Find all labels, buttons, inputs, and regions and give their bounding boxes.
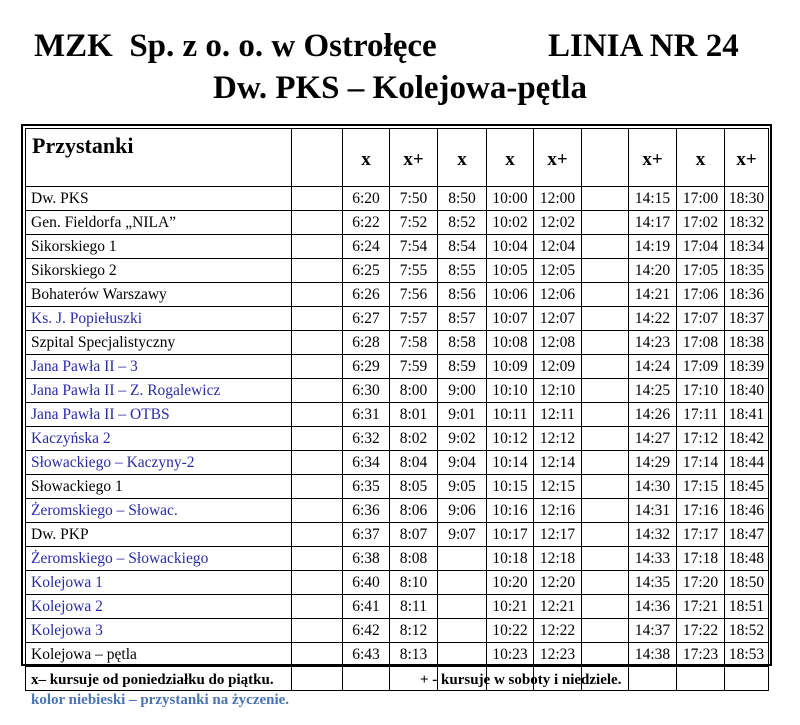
departure-time: 10:18 bbox=[487, 547, 534, 571]
departure-time: 14:29 bbox=[629, 451, 677, 475]
stop-name: Słowackiego – Kaczyny-2 bbox=[26, 451, 292, 475]
departure-time: 14:36 bbox=[629, 595, 677, 619]
departure-time bbox=[582, 307, 629, 331]
departure-time: 10:15 bbox=[487, 475, 534, 499]
departure-time: 10:23 bbox=[487, 643, 534, 667]
column-header: x+ bbox=[534, 129, 582, 187]
departure-time bbox=[438, 643, 487, 667]
departure-time: 17:15 bbox=[677, 475, 725, 499]
stop-name: Żeromskiego – Słowac. bbox=[26, 499, 292, 523]
departure-time bbox=[292, 235, 343, 259]
departure-time: 7:55 bbox=[390, 259, 438, 283]
departure-time bbox=[292, 523, 343, 547]
column-header bbox=[582, 129, 629, 187]
departure-time: 8:55 bbox=[438, 259, 487, 283]
stop-name: Sikorskiego 2 bbox=[26, 259, 292, 283]
departure-time: 17:22 bbox=[677, 619, 725, 643]
departure-time: 8:02 bbox=[390, 427, 438, 451]
table-row bbox=[26, 523, 769, 547]
stops-header: Przystanki bbox=[26, 129, 292, 187]
departure-time bbox=[582, 571, 629, 595]
departure-time: 12:08 bbox=[534, 331, 582, 355]
departure-time: 10:21 bbox=[487, 595, 534, 619]
departure-time: 17:23 bbox=[677, 643, 725, 667]
departure-time: 6:29 bbox=[343, 355, 390, 379]
note-weekdays: x– kursuje od poniedziałku do piątku. bbox=[31, 672, 274, 688]
table-row bbox=[26, 571, 769, 595]
departure-time: 17:05 bbox=[677, 259, 725, 283]
title-line-1 bbox=[0, 26, 800, 66]
departure-time bbox=[582, 283, 629, 307]
departure-time: 14:24 bbox=[629, 355, 677, 379]
note-request-stops: kolor niebieski – przystanki na życzenie. bbox=[31, 692, 290, 708]
departure-time bbox=[292, 259, 343, 283]
column-header: x bbox=[677, 129, 725, 187]
stop-name: Ks. J. Popiełuszki bbox=[26, 307, 292, 331]
departure-time bbox=[292, 427, 343, 451]
departure-time bbox=[292, 619, 343, 643]
table-row bbox=[26, 187, 769, 211]
stop-name: Kolejowa – pętla bbox=[26, 643, 292, 667]
departure-time bbox=[292, 667, 343, 691]
departure-time bbox=[292, 187, 343, 211]
departure-time: 6:40 bbox=[343, 571, 390, 595]
departure-time bbox=[292, 547, 343, 571]
departure-time bbox=[292, 499, 343, 523]
departure-time: 12:18 bbox=[534, 547, 582, 571]
departure-time: 17:04 bbox=[677, 235, 725, 259]
departure-time: 6:43 bbox=[343, 643, 390, 667]
departure-time: 17:02 bbox=[677, 211, 725, 235]
departure-time bbox=[292, 451, 343, 475]
departure-time: 6:24 bbox=[343, 235, 390, 259]
departure-time bbox=[582, 355, 629, 379]
departure-time: 17:14 bbox=[677, 451, 725, 475]
departure-time: 9:02 bbox=[438, 427, 487, 451]
departure-time: 14:19 bbox=[629, 235, 677, 259]
departure-time bbox=[582, 451, 629, 475]
departure-time: 17:18 bbox=[677, 547, 725, 571]
company-name: MZK Sp. z o. o. w Ostrołęce bbox=[34, 28, 437, 64]
table-row bbox=[26, 475, 769, 499]
table-row bbox=[26, 451, 769, 475]
departure-time: 6:30 bbox=[343, 379, 390, 403]
departure-time bbox=[438, 595, 487, 619]
departure-time: 12:06 bbox=[534, 283, 582, 307]
departure-time: 6:31 bbox=[343, 403, 390, 427]
departure-time: 17:20 bbox=[677, 571, 725, 595]
departure-time: 14:25 bbox=[629, 379, 677, 403]
departure-time: 8:54 bbox=[438, 235, 487, 259]
departure-time: 18:36 bbox=[725, 283, 769, 307]
departure-time: 10:09 bbox=[487, 355, 534, 379]
departure-time: 18:52 bbox=[725, 619, 769, 643]
departure-time: 18:41 bbox=[725, 403, 769, 427]
departure-time bbox=[292, 379, 343, 403]
header-row bbox=[26, 129, 769, 187]
departure-time: 14:21 bbox=[629, 283, 677, 307]
column-header: x bbox=[487, 129, 534, 187]
departure-time bbox=[292, 307, 343, 331]
departure-time: 18:38 bbox=[725, 331, 769, 355]
stop-name: Sikorskiego 1 bbox=[26, 235, 292, 259]
departure-time bbox=[582, 643, 629, 667]
departure-time bbox=[292, 355, 343, 379]
stop-name: Żeromskiego – Słowackiego bbox=[26, 547, 292, 571]
table-row bbox=[26, 379, 769, 403]
departure-time: 10:20 bbox=[487, 571, 534, 595]
title-line-2 bbox=[0, 68, 800, 108]
departure-time: 6:28 bbox=[343, 331, 390, 355]
departure-time: 8:00 bbox=[390, 379, 438, 403]
departure-time: 18:34 bbox=[725, 235, 769, 259]
stop-name: Jana Pawła II – Z. Rogalewicz bbox=[26, 379, 292, 403]
departure-time: 14:26 bbox=[629, 403, 677, 427]
departure-time: 8:07 bbox=[390, 523, 438, 547]
departure-time: 9:05 bbox=[438, 475, 487, 499]
departure-time bbox=[629, 667, 677, 691]
departure-time bbox=[582, 499, 629, 523]
departure-time bbox=[582, 187, 629, 211]
departure-time: 7:54 bbox=[390, 235, 438, 259]
departure-time: 9:06 bbox=[438, 499, 487, 523]
departure-time: 10:10 bbox=[487, 379, 534, 403]
departure-time: 6:36 bbox=[343, 499, 390, 523]
departure-time: 10:16 bbox=[487, 499, 534, 523]
departure-time: 7:57 bbox=[390, 307, 438, 331]
departure-time: 10:00 bbox=[487, 187, 534, 211]
table-row bbox=[26, 643, 769, 667]
stop-name: Dw. PKP bbox=[26, 523, 292, 547]
departure-time: 17:09 bbox=[677, 355, 725, 379]
stop-name: Kolejowa 3 bbox=[26, 619, 292, 643]
departure-time bbox=[677, 667, 725, 691]
departure-time: 12:02 bbox=[534, 211, 582, 235]
departure-time: 12:05 bbox=[534, 259, 582, 283]
departure-time bbox=[292, 211, 343, 235]
departure-time: 12:10 bbox=[534, 379, 582, 403]
departure-time bbox=[292, 595, 343, 619]
column-header: x+ bbox=[725, 129, 769, 187]
departure-time: 6:20 bbox=[343, 187, 390, 211]
departure-time: 18:51 bbox=[725, 595, 769, 619]
departure-time: 6:34 bbox=[343, 451, 390, 475]
departure-time: 6:42 bbox=[343, 619, 390, 643]
departure-time: 7:56 bbox=[390, 283, 438, 307]
stop-name: Jana Pawła II – OTBS bbox=[26, 403, 292, 427]
departure-time: 12:09 bbox=[534, 355, 582, 379]
departure-time: 12:04 bbox=[534, 235, 582, 259]
departure-time bbox=[582, 331, 629, 355]
departure-time: 6:22 bbox=[343, 211, 390, 235]
departure-time: 8:56 bbox=[438, 283, 487, 307]
departure-time: 8:11 bbox=[390, 595, 438, 619]
departure-time: 14:27 bbox=[629, 427, 677, 451]
departure-time: 14:23 bbox=[629, 331, 677, 355]
departure-time: 8:52 bbox=[438, 211, 487, 235]
stop-name: Bohaterów Warszawy bbox=[26, 283, 292, 307]
table-row bbox=[26, 307, 769, 331]
departure-time: 8:59 bbox=[438, 355, 487, 379]
departure-time: 12:11 bbox=[534, 403, 582, 427]
departure-time bbox=[582, 619, 629, 643]
column-header: x+ bbox=[390, 129, 438, 187]
departure-time: 6:27 bbox=[343, 307, 390, 331]
table-row bbox=[26, 547, 769, 571]
departure-time bbox=[292, 403, 343, 427]
timetable-body bbox=[26, 187, 769, 691]
departure-time: 7:52 bbox=[390, 211, 438, 235]
table-row bbox=[26, 355, 769, 379]
departure-time: 14:38 bbox=[629, 643, 677, 667]
stop-name: Kolejowa 2 bbox=[26, 595, 292, 619]
departure-time bbox=[582, 523, 629, 547]
departure-time: 8:01 bbox=[390, 403, 438, 427]
departure-time: 18:53 bbox=[725, 643, 769, 667]
table-row bbox=[26, 283, 769, 307]
departure-time: 8:04 bbox=[390, 451, 438, 475]
departure-time: 18:50 bbox=[725, 571, 769, 595]
departure-time: 7:50 bbox=[390, 187, 438, 211]
departure-time: 14:33 bbox=[629, 547, 677, 571]
departure-time: 18:30 bbox=[725, 187, 769, 211]
departure-time bbox=[582, 595, 629, 619]
departure-time: 12:12 bbox=[534, 427, 582, 451]
departure-time: 12:22 bbox=[534, 619, 582, 643]
column-header: x bbox=[343, 129, 390, 187]
departure-time: 10:02 bbox=[487, 211, 534, 235]
departure-time: 18:42 bbox=[725, 427, 769, 451]
departure-time bbox=[292, 331, 343, 355]
table-row bbox=[26, 211, 769, 235]
departure-time bbox=[582, 259, 629, 283]
table-row bbox=[26, 499, 769, 523]
departure-time bbox=[582, 427, 629, 451]
departure-time bbox=[582, 379, 629, 403]
departure-time bbox=[292, 571, 343, 595]
departure-time: 12:14 bbox=[534, 451, 582, 475]
departure-time: 6:37 bbox=[343, 523, 390, 547]
column-header: x bbox=[438, 129, 487, 187]
departure-time: 8:05 bbox=[390, 475, 438, 499]
note-weekend: + - kursuje w soboty i niedziele. bbox=[420, 672, 622, 688]
departure-time bbox=[438, 619, 487, 643]
stop-name: Kaczyńska 2 bbox=[26, 427, 292, 451]
table-row bbox=[26, 403, 769, 427]
departure-time: 14:30 bbox=[629, 475, 677, 499]
timetable bbox=[25, 128, 769, 691]
departure-time: 17:10 bbox=[677, 379, 725, 403]
stop-name: Kolejowa 1 bbox=[26, 571, 292, 595]
departure-time: 18:45 bbox=[725, 475, 769, 499]
departure-time: 6:41 bbox=[343, 595, 390, 619]
stop-name: Jana Pawła II – 3 bbox=[26, 355, 292, 379]
departure-time: 18:44 bbox=[725, 451, 769, 475]
departure-time: 10:22 bbox=[487, 619, 534, 643]
departure-time: 12:21 bbox=[534, 595, 582, 619]
column-header bbox=[292, 129, 343, 187]
departure-time: 14:35 bbox=[629, 571, 677, 595]
departure-time bbox=[582, 403, 629, 427]
departure-time: 10:11 bbox=[487, 403, 534, 427]
departure-time: 18:35 bbox=[725, 259, 769, 283]
departure-time: 14:32 bbox=[629, 523, 677, 547]
departure-time: 18:37 bbox=[725, 307, 769, 331]
departure-time: 8:57 bbox=[438, 307, 487, 331]
departure-time: 7:59 bbox=[390, 355, 438, 379]
table-row bbox=[26, 331, 769, 355]
table-row bbox=[26, 259, 769, 283]
departure-time bbox=[292, 475, 343, 499]
departure-time: 9:01 bbox=[438, 403, 487, 427]
departure-time: 14:15 bbox=[629, 187, 677, 211]
departure-time: 6:35 bbox=[343, 475, 390, 499]
departure-time: 9:07 bbox=[438, 523, 487, 547]
route-name: Dw. PKS – Kolejowa-pętla bbox=[213, 70, 587, 106]
departure-time: 17:21 bbox=[677, 595, 725, 619]
line-number: LINIA NR 24 bbox=[548, 28, 739, 64]
stop-name: Szpital Specjalistyczny bbox=[26, 331, 292, 355]
stop-name: Gen. Fieldorfa „NILA” bbox=[26, 211, 292, 235]
departure-time: 7:58 bbox=[390, 331, 438, 355]
departure-time: 18:32 bbox=[725, 211, 769, 235]
departure-time: 6:26 bbox=[343, 283, 390, 307]
departure-time: 14:22 bbox=[629, 307, 677, 331]
departure-time: 8:50 bbox=[438, 187, 487, 211]
departure-time bbox=[582, 475, 629, 499]
departure-time bbox=[343, 667, 390, 691]
departure-time: 8:13 bbox=[390, 643, 438, 667]
departure-time bbox=[438, 571, 487, 595]
departure-time: 10:05 bbox=[487, 259, 534, 283]
departure-time: 10:14 bbox=[487, 451, 534, 475]
departure-time: 14:20 bbox=[629, 259, 677, 283]
departure-time: 18:46 bbox=[725, 499, 769, 523]
departure-time: 17:07 bbox=[677, 307, 725, 331]
departure-time: 12:00 bbox=[534, 187, 582, 211]
departure-time: 18:48 bbox=[725, 547, 769, 571]
departure-time: 14:37 bbox=[629, 619, 677, 643]
departure-time: 17:11 bbox=[677, 403, 725, 427]
departure-time: 17:06 bbox=[677, 283, 725, 307]
column-header: x+ bbox=[629, 129, 677, 187]
departure-time: 9:00 bbox=[438, 379, 487, 403]
departure-time: 17:16 bbox=[677, 499, 725, 523]
departure-time: 14:31 bbox=[629, 499, 677, 523]
departure-time: 8:10 bbox=[390, 571, 438, 595]
departure-time: 17:08 bbox=[677, 331, 725, 355]
table-row bbox=[26, 427, 769, 451]
departure-time: 10:12 bbox=[487, 427, 534, 451]
departure-time bbox=[582, 547, 629, 571]
departure-time: 12:17 bbox=[534, 523, 582, 547]
departure-time bbox=[438, 547, 487, 571]
departure-time: 10:17 bbox=[487, 523, 534, 547]
departure-time: 12:20 bbox=[534, 571, 582, 595]
table-row bbox=[26, 595, 769, 619]
departure-time: 18:40 bbox=[725, 379, 769, 403]
departure-time: 17:17 bbox=[677, 523, 725, 547]
departure-time: 8:12 bbox=[390, 619, 438, 643]
departure-time: 10:04 bbox=[487, 235, 534, 259]
departure-time: 10:06 bbox=[487, 283, 534, 307]
departure-time bbox=[725, 667, 769, 691]
departure-time: 6:25 bbox=[343, 259, 390, 283]
departure-time: 10:07 bbox=[487, 307, 534, 331]
departure-time bbox=[582, 235, 629, 259]
departure-time: 18:47 bbox=[725, 523, 769, 547]
departure-time: 8:58 bbox=[438, 331, 487, 355]
departure-time: 8:06 bbox=[390, 499, 438, 523]
table-row bbox=[26, 619, 769, 643]
departure-time bbox=[582, 211, 629, 235]
departure-time: 18:39 bbox=[725, 355, 769, 379]
stop-name: Dw. PKS bbox=[26, 187, 292, 211]
table-row bbox=[26, 235, 769, 259]
departure-time: 6:32 bbox=[343, 427, 390, 451]
departure-time: 12:16 bbox=[534, 499, 582, 523]
departure-time: 8:08 bbox=[390, 547, 438, 571]
departure-time: 6:38 bbox=[343, 547, 390, 571]
departure-time: 9:04 bbox=[438, 451, 487, 475]
departure-time: 12:15 bbox=[534, 475, 582, 499]
stop-name: Słowackiego 1 bbox=[26, 475, 292, 499]
departure-time bbox=[292, 643, 343, 667]
departure-time: 14:17 bbox=[629, 211, 677, 235]
departure-time: 17:00 bbox=[677, 187, 725, 211]
departure-time: 17:12 bbox=[677, 427, 725, 451]
departure-time: 12:23 bbox=[534, 643, 582, 667]
departure-time: 10:08 bbox=[487, 331, 534, 355]
departure-time: 12:07 bbox=[534, 307, 582, 331]
departure-time bbox=[292, 283, 343, 307]
